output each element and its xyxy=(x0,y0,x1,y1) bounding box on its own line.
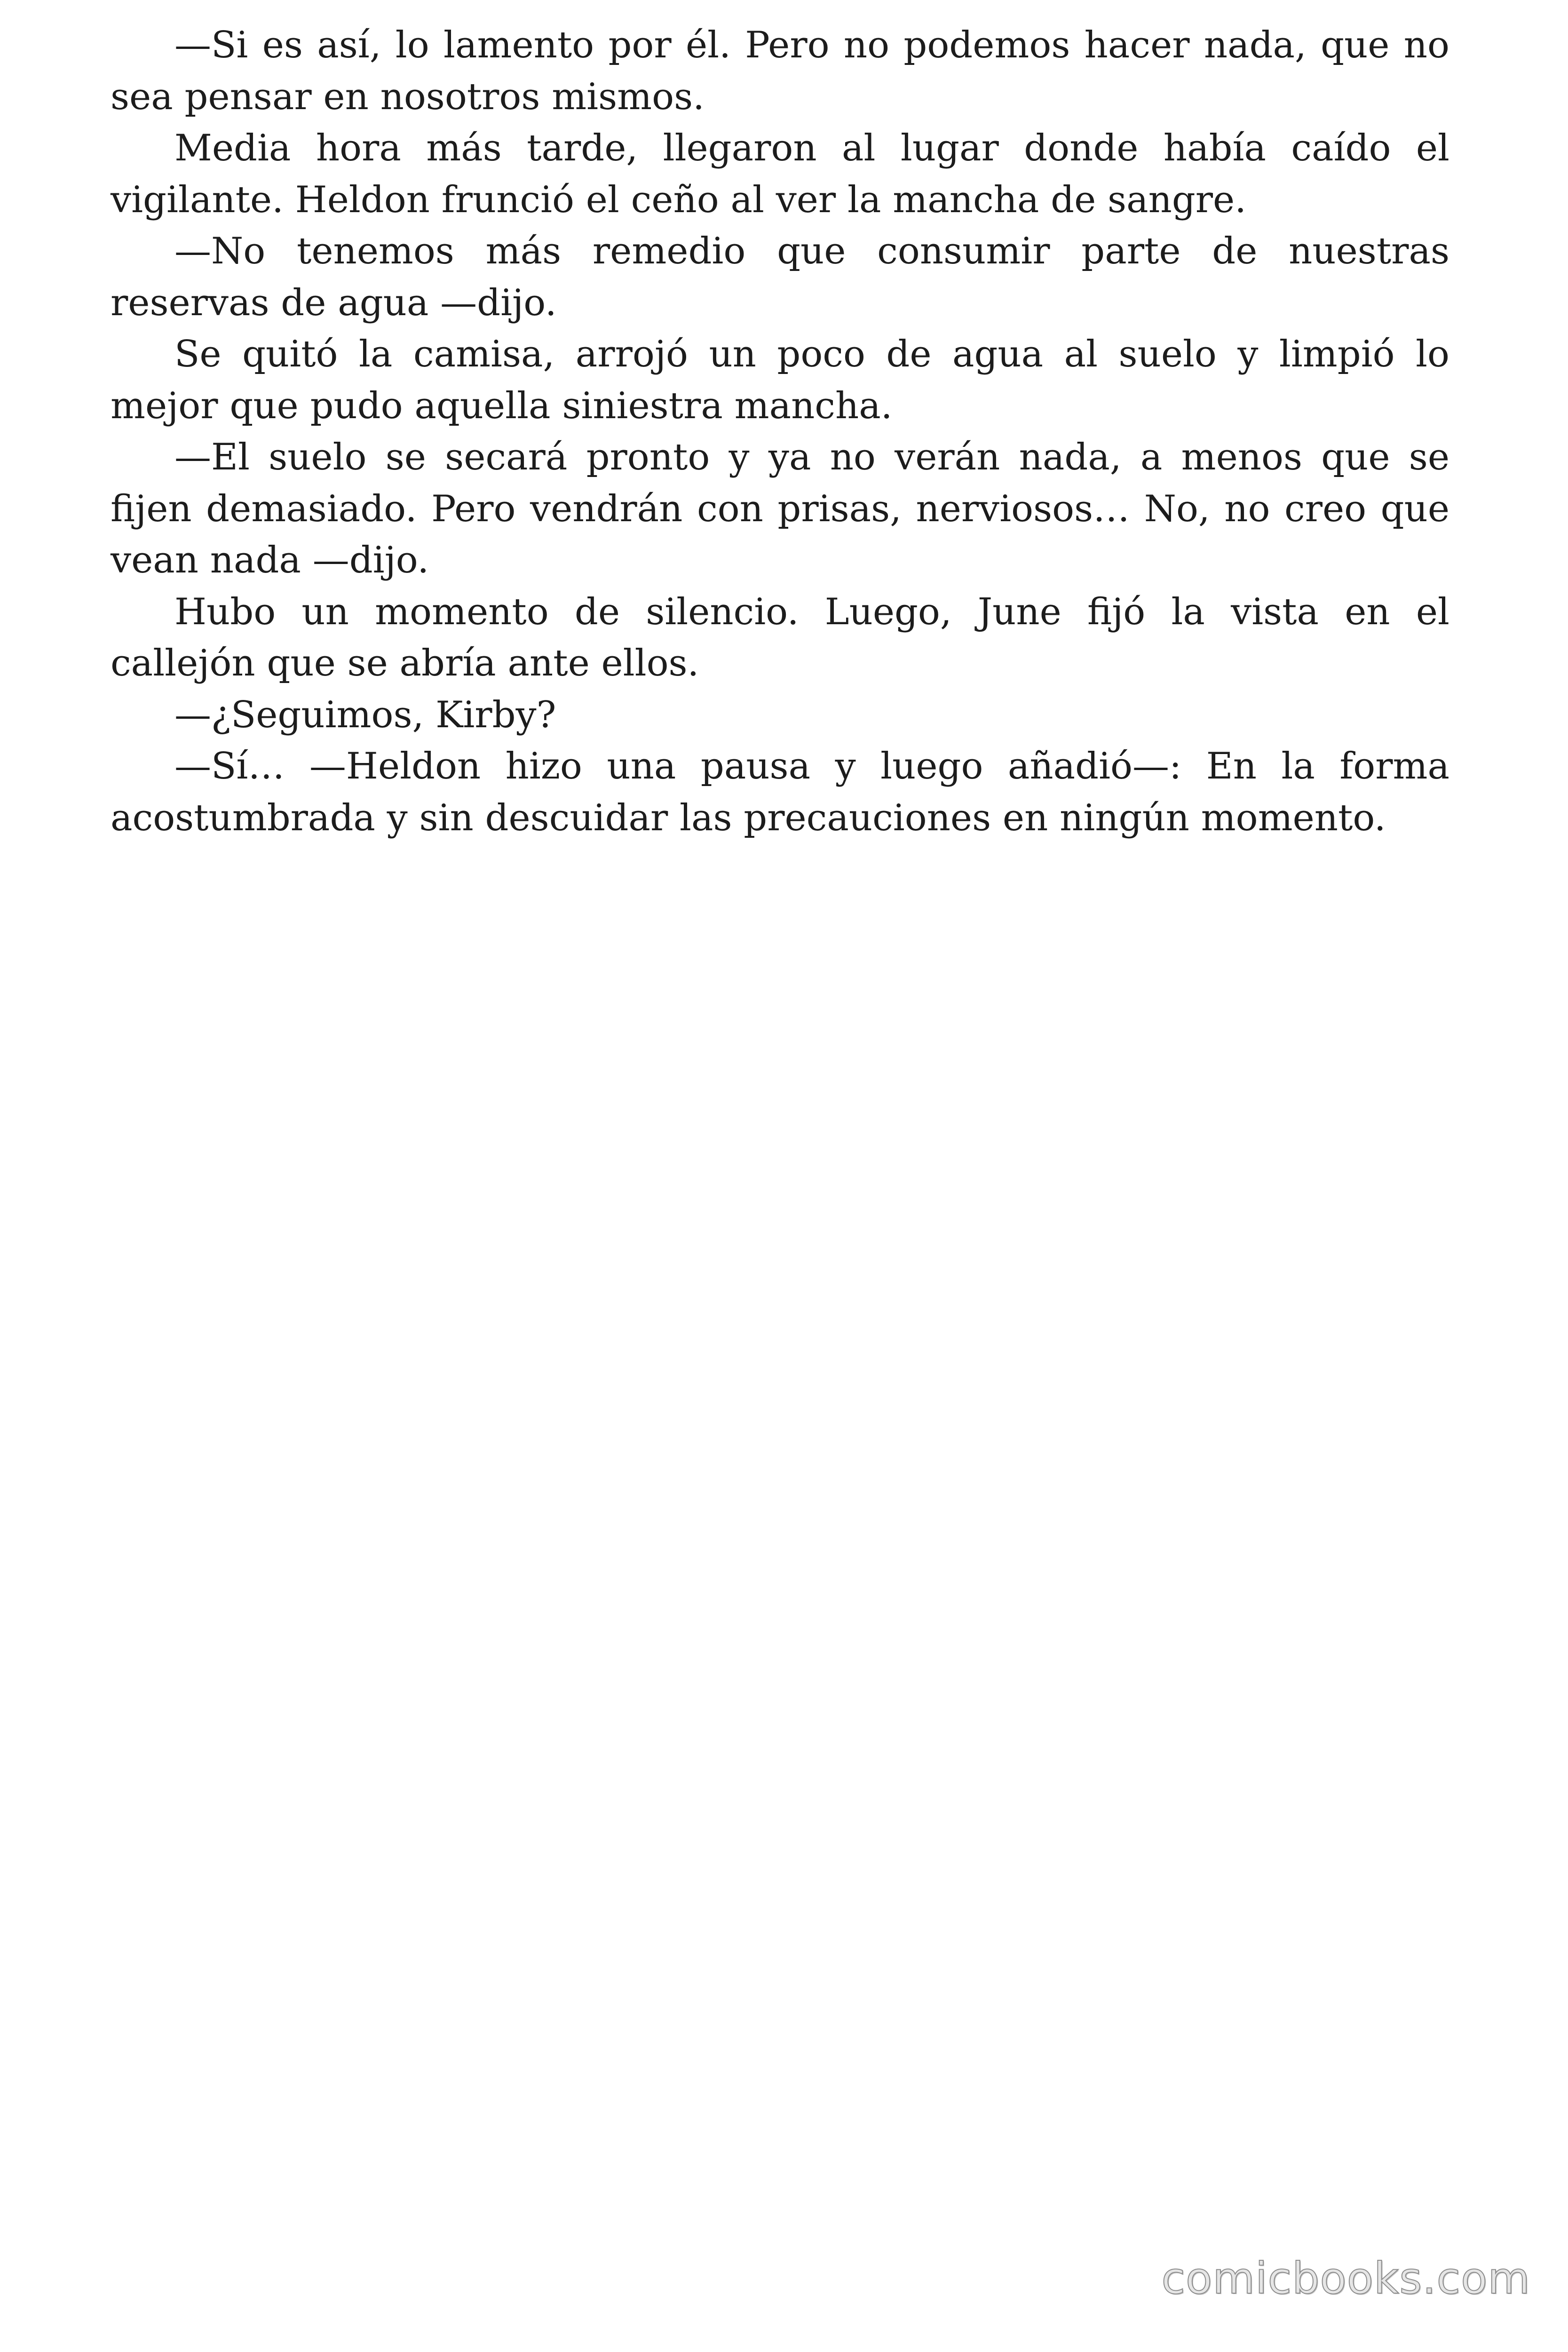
text-line: —¿Seguimos, Kirby? xyxy=(174,693,556,736)
paragraph xyxy=(111,20,1449,123)
text-line: sea pensar en nosotros mismos. xyxy=(111,75,705,118)
text-line: —El suelo se secará pronto y ya no verán nada, a menos que se xyxy=(174,436,1449,478)
paragraph xyxy=(111,741,1449,844)
body-text xyxy=(111,20,1449,844)
text-line: reservas de agua —dijo. xyxy=(111,281,557,324)
text-line: vigilante. Heldon frunció el ceño al ver la mancha de sangre. xyxy=(111,178,1246,221)
text-line: vean nada —dijo. xyxy=(111,539,429,581)
text-line: acostumbrada y sin descuidar las precauciones en ningún momento. xyxy=(111,796,1386,839)
paragraph xyxy=(111,329,1449,432)
text-line: callejón que se abría ante ellos. xyxy=(111,642,699,684)
text-line: Media hora más tarde, llegaron al lugar donde había caído el xyxy=(174,127,1449,169)
paragraph xyxy=(111,432,1449,587)
text-line: mejor que pudo aquella siniestra mancha. xyxy=(111,384,893,427)
paragraph xyxy=(111,690,1449,741)
text-line: —Si es así, lo lamento por él. Pero no podemos hacer nada, que no xyxy=(174,24,1449,66)
paragraph xyxy=(111,226,1449,329)
watermark: comicbooks.com xyxy=(1161,2253,1530,2304)
paragraph xyxy=(111,587,1449,690)
text-line: —Sí… —Heldon hizo una pausa y luego añadió—: En la forma xyxy=(174,745,1449,787)
text-line: fijen demasiado. Pero vendrán con prisas, nerviosos… No, no creo que xyxy=(111,487,1449,530)
text-line: Se quitó la camisa, arrojó un poco de agua al suelo y limpió lo xyxy=(174,333,1449,375)
paragraph xyxy=(111,123,1449,226)
text-line: Hubo un momento de silencio. Luego, June fijó la vista en el xyxy=(174,590,1449,633)
text-line: —No tenemos más remedio que consumir parte de nuestras xyxy=(174,230,1449,272)
